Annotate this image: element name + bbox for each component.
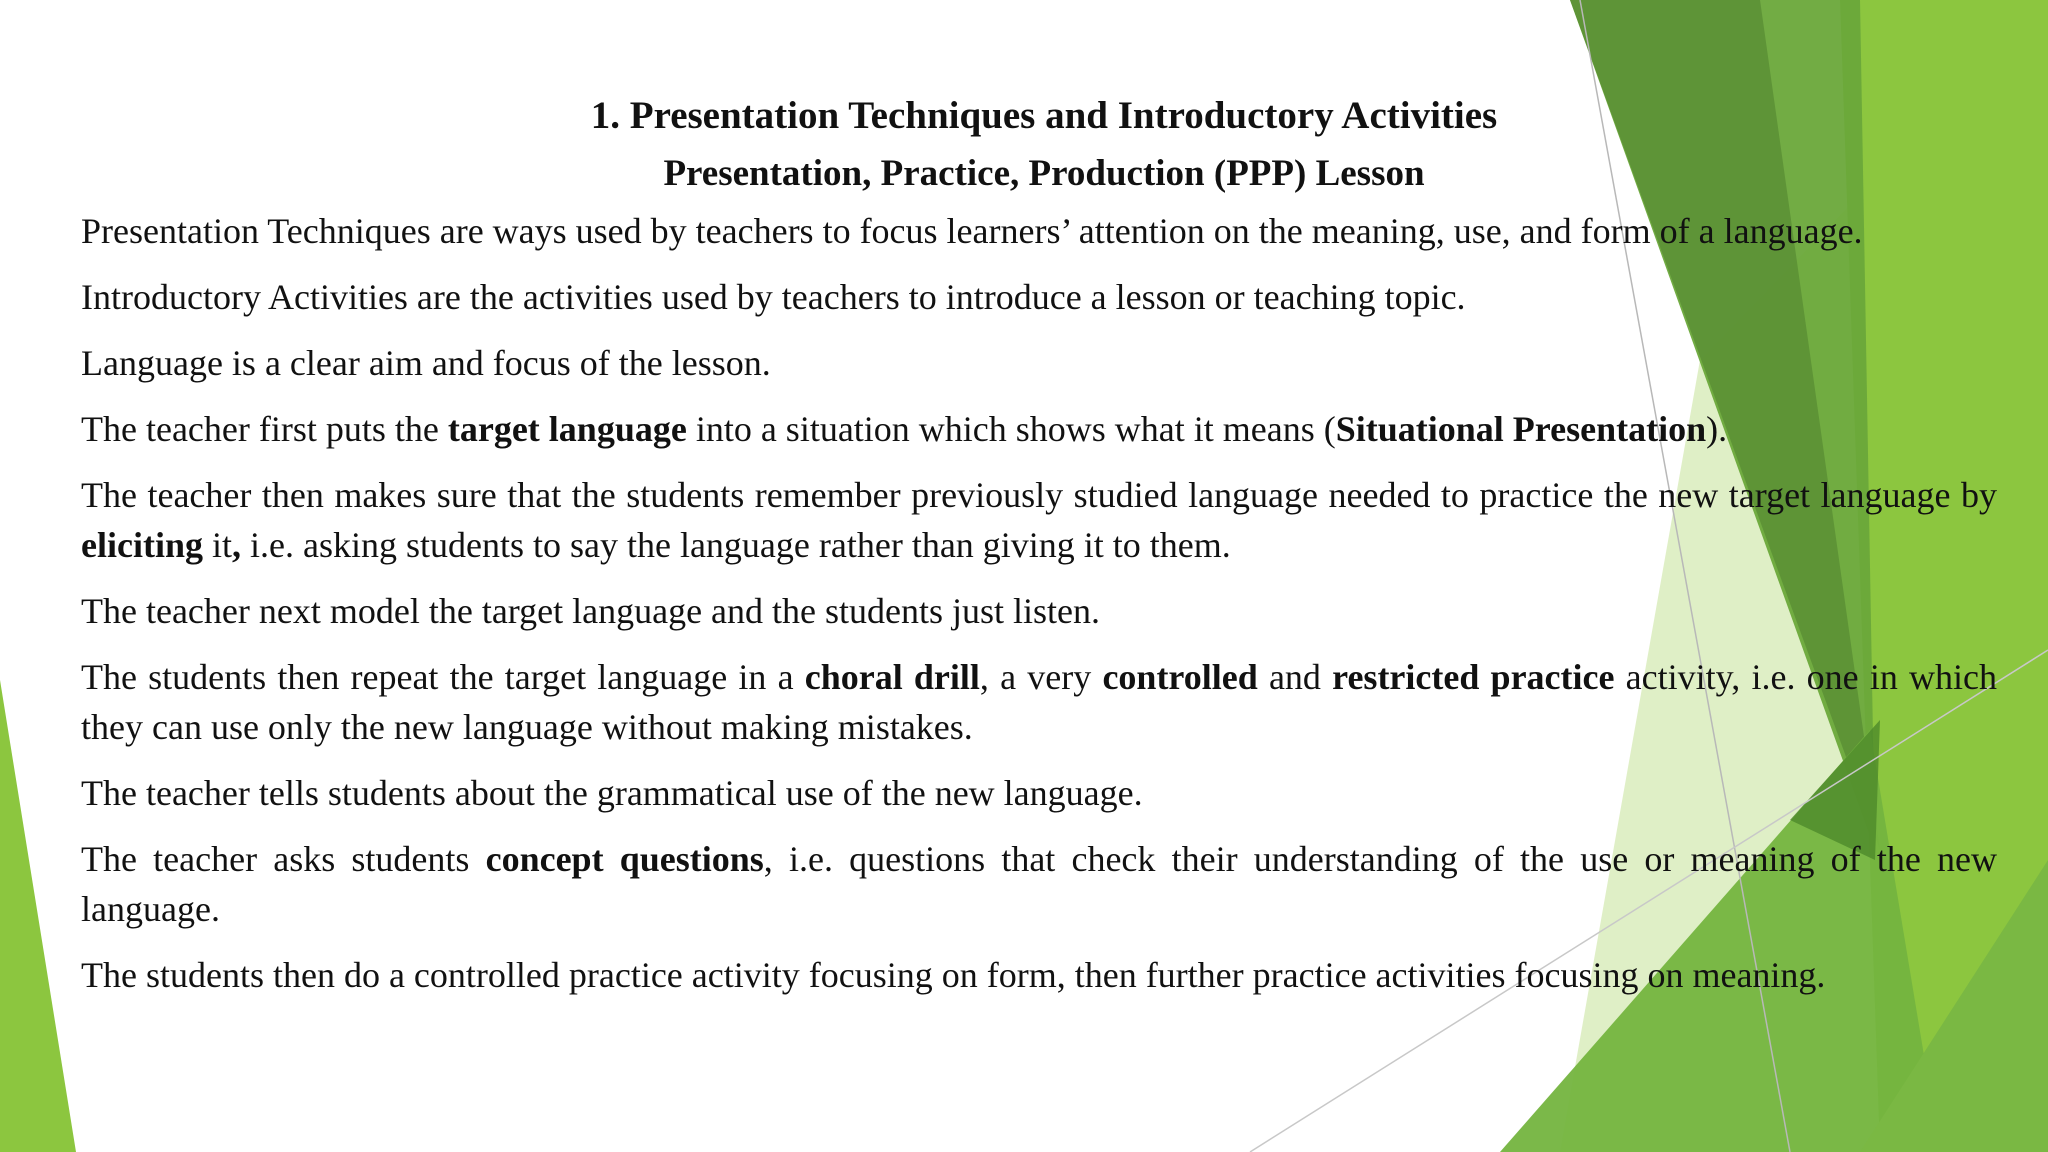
paragraph-model-listen: The teacher next model the target language and the students just listen.	[81, 591, 1101, 631]
paragraph-introductory-activities: Introductory Activities are the activities used by teachers to introduce a lesson or teaching topic.	[81, 277, 1466, 317]
slide-title: 1. Presentation Techniques and Introductory Activities	[590, 94, 1498, 137]
bold-term: eliciting	[81, 525, 203, 565]
text-run: , i.e. questions that check their understanding of the use or meaning of the new language.	[81, 839, 1997, 929]
text-run: it	[202, 525, 232, 565]
paragraph-language-aim: Language is a clear aim and focus of the lesson.	[81, 343, 771, 383]
bold-term: target language	[447, 409, 687, 449]
text-run: The teacher first puts the	[81, 409, 448, 449]
text-run: The teacher asks students	[81, 839, 486, 879]
paragraph-situational-presentation	[81, 404, 1997, 454]
text-run: into a situation which shows what it means (	[686, 409, 1336, 449]
bold-term: ,	[232, 525, 241, 565]
paragraph-controlled-practice: The students then do a controlled practice activity focusing on form, then further practice activities focusing on meaning.	[81, 955, 1826, 995]
bold-term: restricted practice	[1332, 657, 1615, 697]
bold-term: controlled	[1102, 657, 1258, 697]
bold-term: choral drill	[804, 657, 980, 697]
paragraph-choral-drill	[81, 652, 1997, 752]
text-run: and	[1257, 657, 1333, 697]
text-run: activity, i.e. one in which they can use only the new language without making mistakes.	[81, 657, 1997, 747]
bold-term: concept questions	[485, 839, 764, 879]
slide-subtitle: Presentation, Practice, Production (PPP) Lesson	[663, 153, 1425, 194]
text-run: , a very	[979, 657, 1103, 697]
left-green-sliver	[0, 680, 76, 1152]
paragraph-presentation-techniques: Presentation Techniques are ways used by teachers to focus learners’ attention on the meaning, use, and form of a language.	[81, 211, 1863, 251]
paragraph-eliciting	[81, 470, 1997, 570]
text-run: i.e. asking students to say the language rather than giving it to them.	[241, 525, 1231, 565]
bold-term: Situational Presentation	[1335, 409, 1707, 449]
slide-content	[81, 88, 1997, 1000]
text-run: ).	[1706, 409, 1728, 449]
text-run: The teacher then makes sure that the students remember previously studied language needed to practice the new target language by	[81, 475, 1997, 515]
paragraph-grammatical-use: The teacher tells students about the grammatical use of the new language.	[81, 773, 1143, 813]
paragraph-concept-questions	[81, 834, 1997, 934]
text-run: The students then repeat the target language in a	[81, 657, 805, 697]
